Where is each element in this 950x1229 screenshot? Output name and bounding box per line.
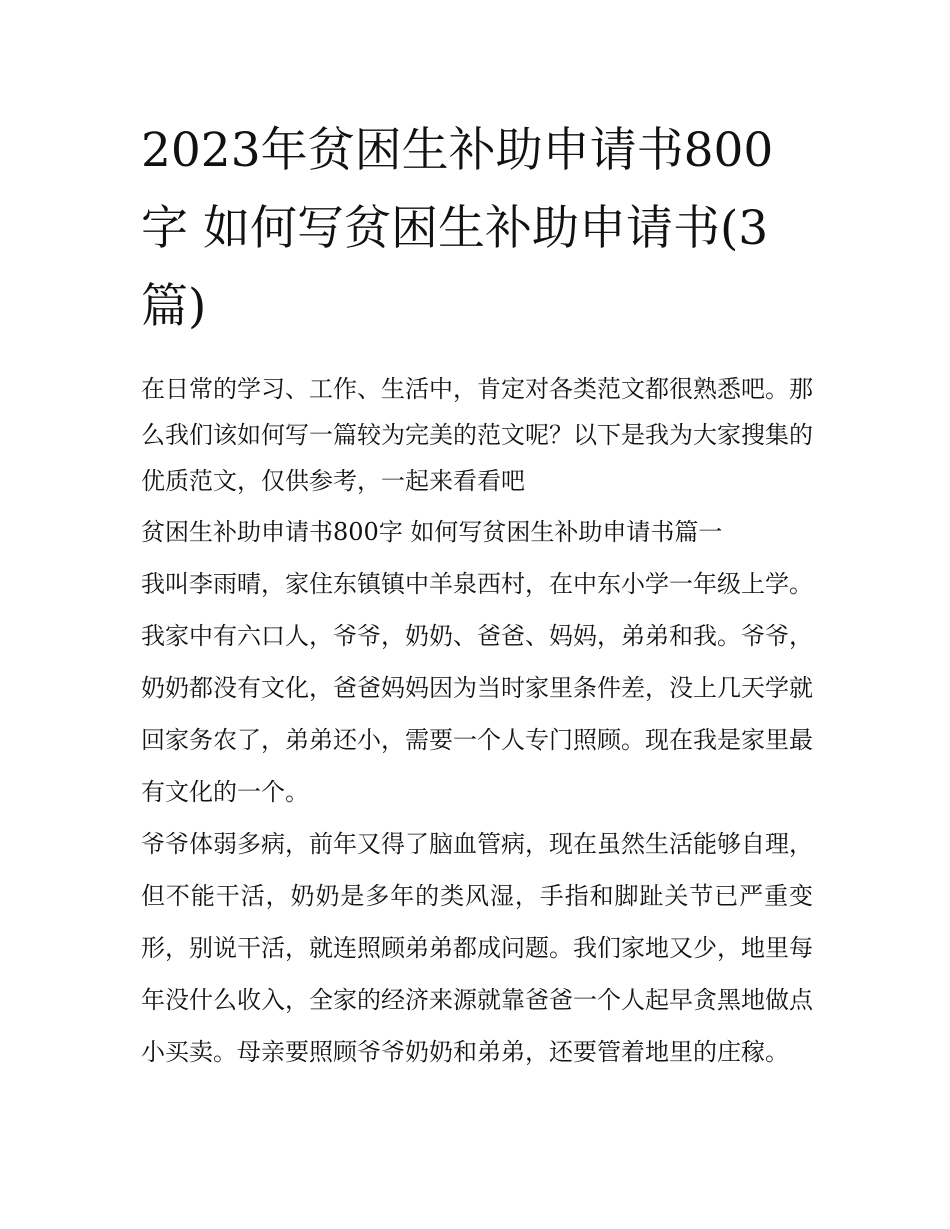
body-paragraph: 我叫李雨晴，家住东镇镇中羊泉西村，在中东小学一年级上学。我家中有六口人，爷爷，奶奶、爸爸、妈妈，弟弟和我。爷爷，奶奶都没有文化，爸爸妈妈因为当时家里条件差，没上几天学就回家务农了，弟弟还小，需要一个人专门照顾。现在我是家里最有文化的一个。 (141, 570, 813, 806)
document-content (141, 112, 813, 1078)
intro-paragraph: 在日常的学习、工作、生活中，肯定对各类范文都很熟悉吧。那么我们该如何写一篇较为完美的范文呢？以下是我为大家搜集的优质范文，仅供参考，一起来看看吧 (141, 375, 813, 495)
document-body (141, 366, 813, 1078)
section-heading: 贫困生补助申请书800字 如何写贫困生补助申请书篇一 (141, 518, 723, 546)
document-title: 2023年贫困生补助申请书800字 如何写贫困生补助申请书(3篇) (141, 123, 774, 334)
body-paragraph: 爷爷体弱多病，前年又得了脑血管病，现在虽然生活能够自理，但不能干活，奶奶是多年的类风湿，手指和脚趾关节已严重变形，别说干活，就连照顾弟弟都成问题。我们家地又少，地里每年没什么收入，全家的经济来源就靠爸爸一个人起早贪黑地做点小买卖。母亲要照顾爷爷奶奶和弟弟，还要管着地里的庄稼。 (141, 830, 813, 1066)
